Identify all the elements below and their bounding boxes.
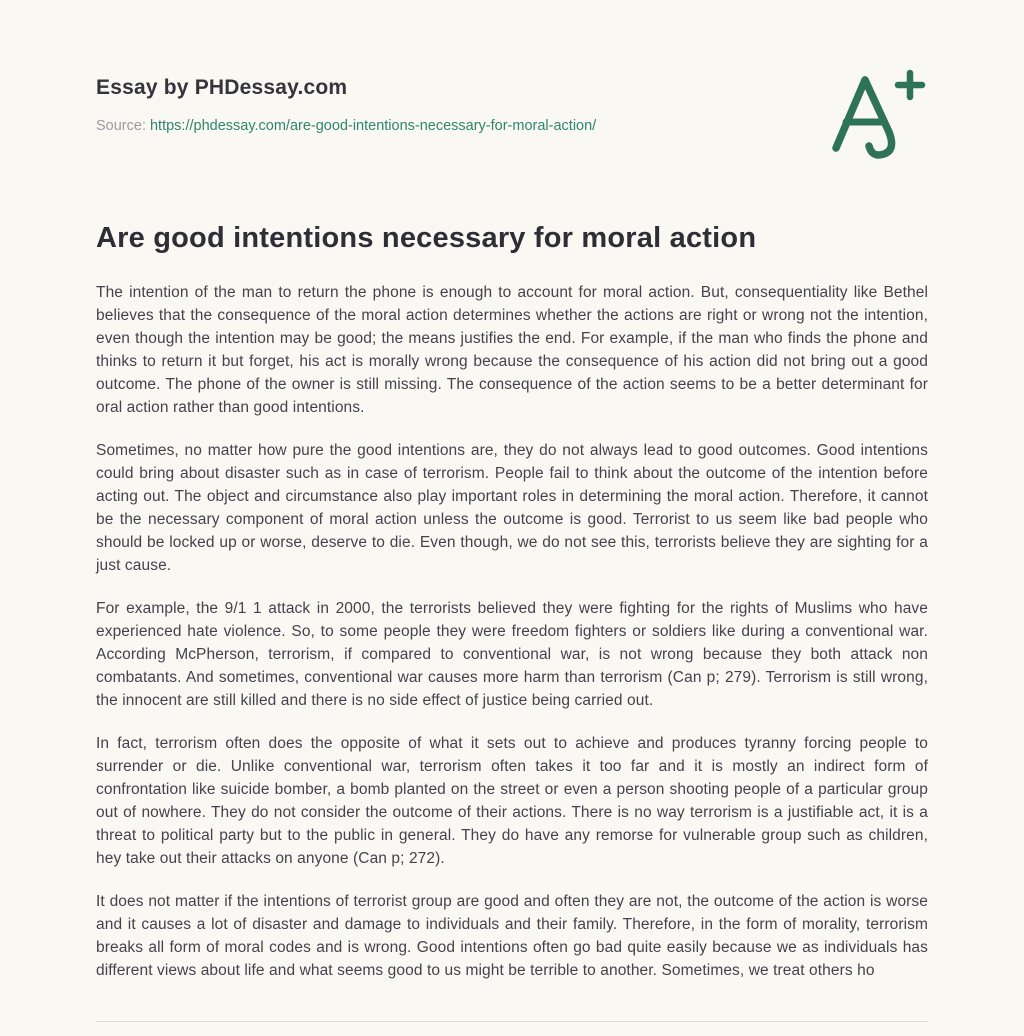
essay-paragraph: For example, the 9/1 1 attack in 2000, the terrorists believed they were fighting for the rights of Muslims who have experienced hate violence. So, to some people they were freedom fighters or soldiers like during a conventional war. According McPherson, terrorism, if compared to conventional war, is not wrong because they both attack non combatants. And sometimes, conventional war causes more harm than terrorism (Can p; 279). Terrorism is still wrong, the innocent are still killed and there is no side effect of justice being carried out. (96, 600, 928, 709)
source-link[interactable]: https://phdessay.com/are-good-intentions-necessary-for-moral-action/ (149, 118, 597, 134)
bottom-divider (96, 1021, 928, 1022)
phdessay-a-plus-logo-icon (822, 68, 932, 164)
essay-byline: Essay by PHDessay.com (96, 76, 348, 99)
essay-title: Are good intentions necessary for moral action (96, 222, 757, 254)
essay-paragraph: The intention of the man to return the phone is enough to account for moral action. But, consequentiality like Bethel believes that the consequence of the moral action determines whether the actions are right or wrong not the intention, even though the intention may be good; the means justifies the end. For example, if the man who finds the phone and thinks to return it but forget, his act is morally wrong because the consequence of his action did not bring out a good outcome. The phone of the owner is still missing. The consequence of the action seems to be a better determinant for oral action rather than good intentions. (96, 284, 928, 416)
source-line (96, 118, 928, 134)
essay-paragraph: It does not matter if the intentions of terrorist group are good and often they are not, the outcome of the action is worse and it causes a lot of disaster and damage to individuals and their family. Therefore, in the form of morality, terrorism breaks all form of moral codes and is wrong. Good intentions often go bad quite easily because we as individuals has different views about life and what seems good to us might be terrible to another. Sometimes, we treat others ho (96, 893, 928, 979)
source-label: Source: (96, 118, 146, 134)
essay-paragraph: In fact, terrorism often does the opposite of what it sets out to achieve and produces tyranny forcing people to surrender or die. Unlike conventional war, terrorism often takes it too far and it is mostly an indirect form of confrontation like suicide bomber, a bomb planted on the street or even a person shooting people of a particular group out of nowhere. They do not consider the outcome of their actions. There is no way terrorism is a justifiable act, it is a threat to political party but to the public in general. They do have any remorse for vulnerable group such as children, hey take out their attacks on anyone (Can p; 272). (96, 735, 928, 867)
essay-body (96, 281, 928, 982)
essay-paragraph: Sometimes, no matter how pure the good intentions are, they do not always lead to good outcomes. Good intentions could bring about disaster such as in case of terrorism. People fail to think about the outcome of the intention before acting out. The object and circumstance also play important roles in determining the moral action. Therefore, it cannot be the necessary component of moral action unless the outcome is good. Terrorist to us seem like bad people who should be locked up or worse, deserve to die. Even though, we do not see this, terrorists believe they are sighting for a just cause. (96, 442, 928, 574)
